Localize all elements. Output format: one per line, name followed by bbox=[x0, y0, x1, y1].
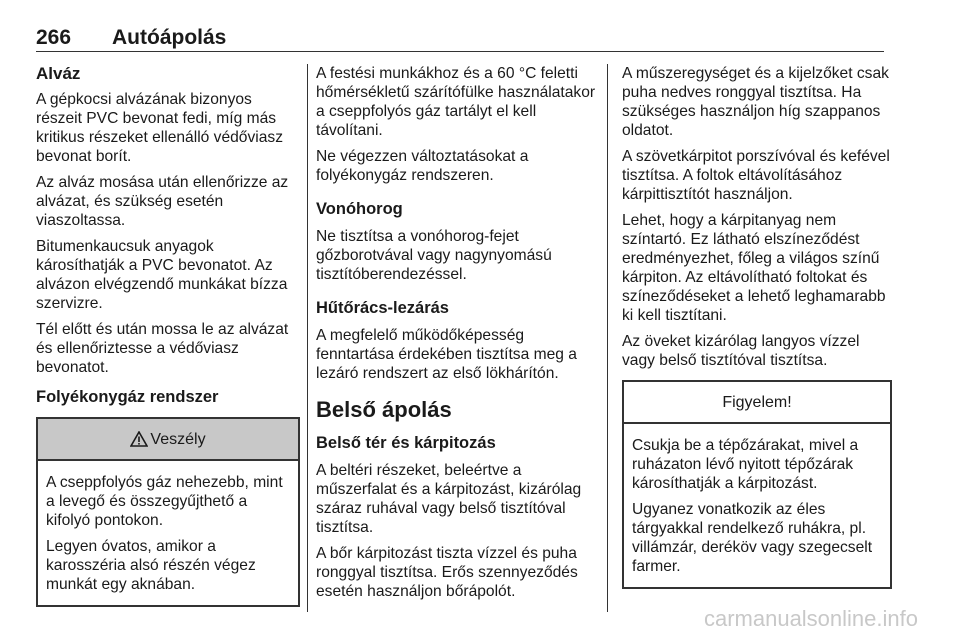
column-3 bbox=[622, 64, 892, 589]
notice-box-header bbox=[624, 382, 890, 424]
header-rule bbox=[36, 51, 884, 52]
warning-triangle-icon bbox=[130, 431, 148, 447]
paragraph: A műszeregységet és a kijelzőket csak puha nedves ronggyal tisztítsa. Ha szükséges használjon híg szappanos oldatot. bbox=[622, 65, 889, 139]
chapter-title: Autóápolás bbox=[112, 26, 227, 49]
watermark: carmanualsonline.info bbox=[703, 606, 918, 631]
page-header bbox=[36, 20, 884, 52]
heading-belso-apolas: Belső ápolás bbox=[316, 397, 452, 422]
paragraph: Ne végezzen változtatásokat a folyékonygáz rendszeren. bbox=[316, 148, 529, 184]
column-1 bbox=[36, 64, 300, 607]
paragraph: A bőr kárpitozást tiszta vízzel és puha ronggyal tisztítsa. Erős szennyeződés esetén használjon bőrápolót. bbox=[316, 545, 578, 600]
paragraph: Az öveket kizárólag langyos vízzel vagy belső tisztítóval tisztítsa. bbox=[622, 333, 860, 369]
paragraph: Lehet, hogy a kárpitanyag nem színtartó. Ez látható elszíneződést eredményezhet, főleg a világos színű kárpiton. Az eltávolítható foltokat és színeződéseket a lehető leghamarabb ki kell tisztítani. bbox=[622, 212, 886, 324]
heading-alvaz: Alváz bbox=[36, 64, 81, 83]
paragraph: Bitumenkaucsuk anyagok károsíthatják a PVC bevonatot. Az alvázon elvégzendő munkákat bízza szervizre. bbox=[36, 238, 288, 312]
paragraph: A beltéri részeket, beleértve a műszerfalat és a kárpitozást, kizárólag száraz ruhával vagy belső tisztítóval tisztítsa. bbox=[316, 462, 582, 536]
danger-box bbox=[36, 417, 300, 607]
heading-vonohorog: Vonóhorog bbox=[316, 200, 403, 218]
paragraph: A gépkocsi alvázának bizonyos részeit PVC bevonat fedi, míg más kritikus részeket ellenálló védőviasz bevonat borít. bbox=[36, 91, 284, 165]
danger-box-header bbox=[38, 419, 298, 461]
paragraph: Ugyanez vonatkozik az éles tárgyakkal rendelkező ruhákra, pl. villámzár, deréköv vagy szegecselt farmer. bbox=[632, 501, 873, 575]
paragraph: Tél előtt és után mossa le az alvázat és ellenőriztesse a védőviasz bevonatot. bbox=[36, 321, 289, 376]
page-number: 266 bbox=[36, 26, 72, 49]
danger-title: Veszély bbox=[150, 430, 206, 448]
paragraph: Legyen óvatos, amikor a karosszéria alsó részén végez munkát egy aknában. bbox=[46, 538, 256, 593]
notice-box bbox=[622, 380, 892, 589]
heading-hutorács: Hűtőrács-lezárás bbox=[316, 299, 449, 317]
column-divider-2 bbox=[607, 64, 608, 612]
danger-box-body bbox=[38, 461, 298, 605]
paragraph: A szövetkárpitot porszívóval és kefével tisztítsa. A foltok eltávolításához kárpittisztítót használjon. bbox=[622, 148, 890, 203]
paragraph: Az alváz mosása után ellenőrizze az alvázat, és szükség esetén viaszoltassa. bbox=[36, 174, 289, 229]
paragraph: A cseppfolyós gáz nehezebb, mint a levegő és összegyűjthető a kifolyó pontokon. bbox=[46, 474, 283, 529]
paragraph: Csukja be a tépőzárakat, mivel a ruházaton lévő nyitott tépőzárak károsíthatják a kárpitozást. bbox=[632, 437, 859, 492]
paragraph: Ne tisztítsa a vonóhorog-fejet gőzborotvával vagy nagynyomású tisztítóberendezéssel. bbox=[316, 228, 552, 283]
column-divider-1 bbox=[307, 64, 308, 612]
heading-belso-ter: Belső tér és kárpitozás bbox=[316, 434, 496, 452]
paragraph: A megfelelő működőképesség fenntartása érdekében tisztítsa meg a lezáró rendszert az első lökhárítón. bbox=[316, 327, 577, 382]
heading-gaz: Folyékonygáz rendszer bbox=[36, 388, 219, 406]
paragraph: A festési munkákhoz és a 60 °C feletti hőmérsékletű szárítófülke használatakor a cseppfolyós gáz tartályt el kell távolítani. bbox=[316, 65, 596, 139]
notice-box-body bbox=[624, 424, 890, 587]
notice-title: Figyelem! bbox=[722, 393, 792, 411]
column-2 bbox=[316, 64, 596, 608]
